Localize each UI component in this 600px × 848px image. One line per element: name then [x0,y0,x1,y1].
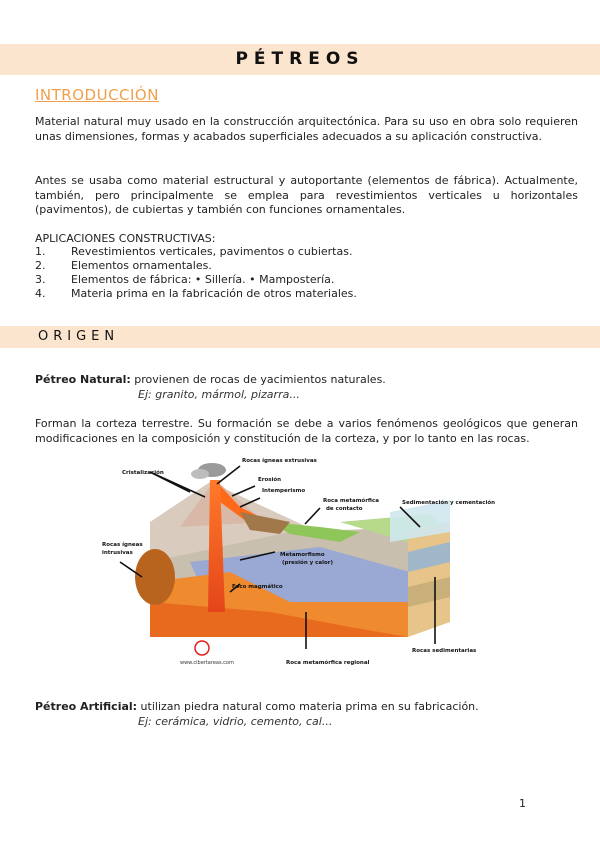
natural-paragraph [35,373,578,388]
label-metamorfica-contacto: Roca metamórfica [323,498,379,504]
label-sedimentacion: Sedimentación y cementación [402,500,496,506]
corteza-paragraph: Forman la corteza terrestre. Su formación se debe a varios fenómenos geológicos que generan modificaciones en la composición y constitución de la corteza, y por lo tanto en las rocas. [35,417,578,445]
label-metamorfica-contacto-2: de contacto [326,506,363,512]
intro-heading: INTRODUCCIÓN [35,86,159,104]
label-rocas-sedimentarias: Rocas sedimentarias [412,648,477,654]
label-ignea-extrusiva: Rocas ígneas extrusivas [242,458,317,464]
intro-paragraph-1: Material natural muy usado en la construcción arquitectónica. Para su uso en obra solo requieren unas dimensiones, formas y acabados superficiales adecuados a su aplicación constructiva. [35,115,578,143]
list-number: 4. [35,287,46,300]
label-metamorfismo-2: (presión y calor) [282,560,334,566]
natural-label: Pétreo Natural: [35,373,131,386]
list-text: Elementos ornamentales. [71,259,212,272]
label-cristalizacion: Cristalización [122,470,164,476]
natural-example: Ej: granito, mármol, pizarra... [138,388,300,401]
label-metamorfismo: Metamorfismo [280,552,325,558]
artificial-text: utilizan piedra natural como materia prima en su fabricación. [137,700,479,713]
label-igneas-intrusivas-2: intrusivas [102,550,133,556]
list-text: Elementos de fábrica: • Sillería. • Mampostería. [71,273,335,286]
label-intemperismo: Intemperismo [262,488,306,494]
natural-text: provienen de rocas de yacimientos naturales. [130,373,386,386]
artificial-example: Ej: cerámica, vidrio, cemento, cal... [138,715,333,728]
artificial-label: Pétreo Artificial: [35,700,138,713]
label-metamorfica-regional: Roca metamórfica regional [286,660,370,666]
list-number: 2. [35,259,46,272]
intro-paragraph-2: Antes se usaba como material estructural y autoportante (elementos de fábrica). Actualmente, también, pero principalmente se emplea para revestimientos verticales u horizontales (pavimentos), de cubiertas y también con funciones ornamentales. [35,174,578,216]
list-number: 3. [35,273,46,286]
label-erosion: Erosión [258,477,282,483]
geology-diagram [90,452,510,674]
list-item [35,287,357,300]
artificial-paragraph [35,700,578,715]
origen-heading: ORIGEN [38,329,120,344]
list-text: Materia prima en la fabricación de otros materiales. [71,287,357,300]
list-number: 1. [35,245,46,258]
list-text: Revestimientos verticales, pavimentos o cubiertas. [71,245,353,258]
label-foco-magmatico: Foco magmático [232,584,283,590]
site-logo [195,641,209,655]
page-number: 1 [519,797,526,810]
label-igneas-intrusivas: Rocas ígneas [102,542,143,548]
label-site: www.cibertareas.com [180,660,234,666]
apps-heading: APLICACIONES CONSTRUCTIVAS: [35,232,216,245]
smoke-cloud-2 [191,469,209,479]
list-item [35,245,352,258]
list-item [35,273,334,286]
list-item [35,259,212,272]
page-title: PÉTREOS [235,49,365,69]
